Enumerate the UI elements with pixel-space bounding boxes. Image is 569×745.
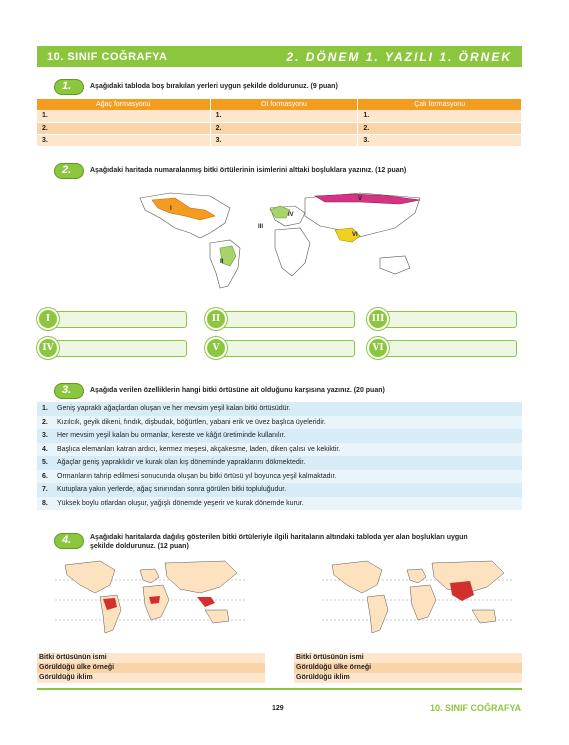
col-tree: Ağaç formasyonu: [37, 99, 210, 110]
map-label-i: I: [170, 206, 172, 212]
row-climate[interactable]: Görüldüğü iklim: [37, 673, 265, 683]
list-item[interactable]: 5. Ağaçlar geniş yapraklıdır ve kurak olan kış döneminde yapraklarını dökmektedir.: [37, 456, 522, 470]
answer-box-vi[interactable]: VI: [367, 337, 517, 359]
header-course: 10. SINIF COĞRAFYA: [47, 50, 168, 63]
question-1-text: Aşağıdaki tabloda boş bırakılan yerleri uygun şekilde doldurunuz. (9 puan): [90, 83, 338, 90]
formations-table: [37, 99, 522, 147]
list-item[interactable]: 2. Kızılcık, geyik dikeni, fındık, dişbudak, böğürtlen, yabani erik ve üvez başlıca üyeleridir.: [37, 416, 522, 430]
table-cell[interactable]: 2.: [358, 122, 522, 134]
question-2-text: Aşağıdaki haritada numaralanmış bitki örtülerinin isimlerini alttaki boşluklara yazınız. (12 puan): [90, 167, 407, 174]
answer-table-right: [294, 653, 522, 683]
table-row: [37, 110, 522, 122]
table-cell[interactable]: 2.: [37, 122, 210, 134]
row-vegetation-name[interactable]: Bitki örtüsünün ismi: [37, 653, 265, 663]
question-3-text: Aşağıda verilen özelliklerin hangi bitki örtüsüne ait olduğunu karşısına yazınız. (20 puan): [90, 387, 385, 394]
table-cell[interactable]: 1.: [358, 110, 522, 122]
map-label-vi: VI: [352, 232, 358, 238]
table-row: [37, 122, 522, 134]
world-vegetation-map: [130, 188, 430, 298]
table-cell[interactable]: 3.: [210, 134, 358, 146]
footer-divider: [37, 688, 522, 690]
answer-box-iii[interactable]: III: [367, 308, 517, 330]
row-country-example[interactable]: Görüldüğü ülke örneği: [37, 663, 265, 673]
list-item[interactable]: 1. Geniş yapraklı ağaçlardan oluşan ve her mevsim yeşil kalan bitki örtüsüdür.: [37, 402, 522, 416]
table-cell[interactable]: 3.: [358, 134, 522, 146]
footer-title: 10. SINIF COĞRAFYA: [430, 703, 522, 713]
list-item[interactable]: 6. Ormanların tahrip edilmesi sonucunda oluşan bu bitki örtüsü yıl boyunca yeşil kalmaktadır.: [37, 470, 522, 484]
map-label-v: V: [358, 196, 363, 202]
rainforest-map: [55, 555, 245, 645]
row-climate[interactable]: Görüldüğü iklim: [294, 673, 522, 683]
col-shrub: Çalı formasyonu: [358, 99, 522, 110]
features-list: [37, 402, 522, 510]
question-2-badge: 2.: [54, 163, 84, 179]
answer-box-i[interactable]: I: [37, 308, 187, 330]
table-cell[interactable]: 3.: [37, 134, 210, 146]
answer-box-ii[interactable]: II: [205, 308, 355, 330]
map-label-iv: IV: [288, 212, 294, 218]
list-item[interactable]: 8. Yüksek boylu otlardan oluşur, yağışlı dönemde yeşerir ve kurak dönemde kurur.: [37, 497, 522, 511]
table-cell[interactable]: 2.: [210, 122, 358, 134]
answer-table-left: [37, 653, 265, 683]
row-country-example[interactable]: Görüldüğü ülke örneği: [294, 663, 522, 673]
table-cell[interactable]: 1.: [210, 110, 358, 122]
question-4-badge: 4.: [54, 533, 84, 549]
question-3-badge: 3.: [54, 383, 84, 399]
map-label-ii: II: [220, 259, 224, 265]
list-item[interactable]: 4. Başlıca elemanları katran ardıcı, kermez meşesi, akçakesme, laden, diken çalısı ve kekiktir.: [37, 443, 522, 457]
answer-box-v[interactable]: V: [205, 337, 355, 359]
page-number: 129: [272, 705, 284, 712]
row-vegetation-name[interactable]: Bitki örtüsünün ismi: [294, 653, 522, 663]
map-label-iii: III: [258, 224, 264, 230]
page-header: [37, 46, 522, 67]
col-grass: Ot formasyonu: [210, 99, 358, 110]
question-4-text-line1: Aşağıdaki haritalarda dağılış gösterilen bitki örtüleriyle ilgili haritaların altındaki tabloda yer alan boşlukları uygun: [90, 534, 468, 541]
list-item[interactable]: 3. Her mevsim yeşil kalan bu ormanlar, kereste ve kâğıt üretiminde kullanılır.: [37, 429, 522, 443]
answer-box-iv[interactable]: IV: [37, 337, 187, 359]
question-1-badge: 1.: [54, 79, 84, 95]
monsoon-map: [322, 555, 512, 645]
header-exam-title: 2. DÖNEM 1. YAZILI 1. ÖRNEK: [286, 49, 512, 64]
table-row: [37, 134, 522, 146]
list-item[interactable]: 7. Kutuplara yakın yerlerde, ağaç sınırından sonra görülen bitki topluluğudur.: [37, 483, 522, 497]
table-cell[interactable]: 1.: [37, 110, 210, 122]
question-4-text-line2: şekilde doldurunuz. (12 puan): [90, 543, 189, 550]
